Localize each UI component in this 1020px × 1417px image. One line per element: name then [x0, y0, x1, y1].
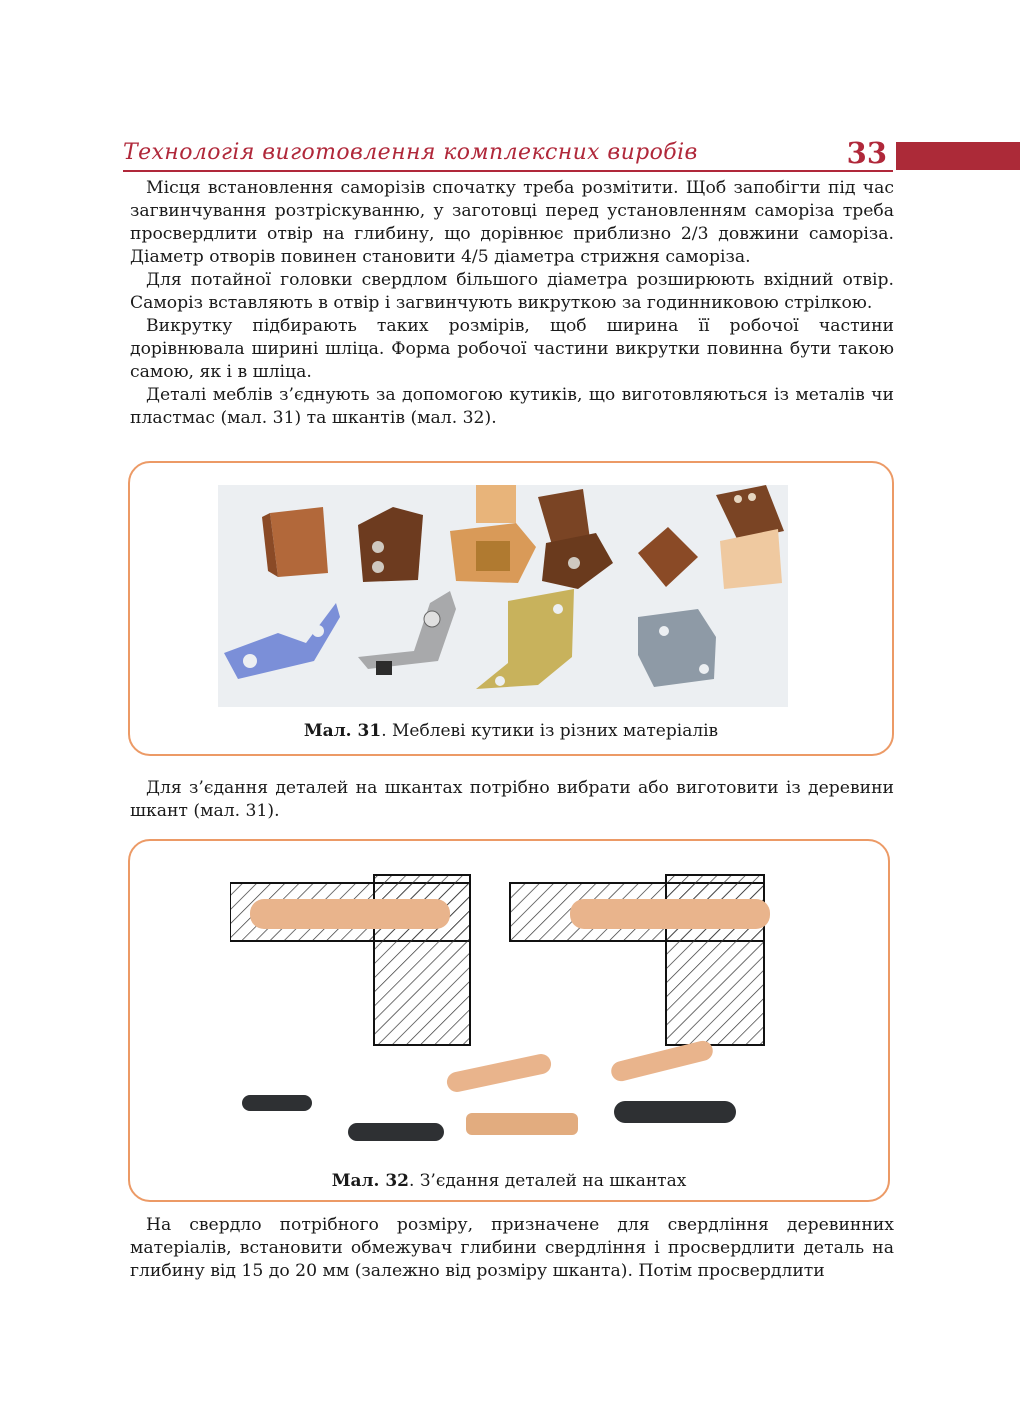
wooden-dowel	[466, 1113, 578, 1135]
figure-31-frame	[128, 461, 894, 756]
figure-31-caption-text: . Меблеві кутики із різних матеріалів	[381, 721, 719, 741]
figure-31-caption	[130, 721, 892, 741]
page-number: 33	[846, 136, 887, 170]
wooden-dowel-in-joint	[250, 899, 450, 929]
plastic-dowel	[242, 1095, 312, 1111]
metal-bracket-zinc	[638, 609, 716, 687]
body-text-middle	[130, 777, 894, 823]
body-text-bottom	[130, 1214, 894, 1283]
figure-32-image	[230, 867, 790, 1163]
paragraph-2: Для потайної головки свердлом більшого діаметра розширюють вхідний отвір. Саморіз вставляють в отвір і загвинчують викруткою за годинниковою стрілкою.	[130, 270, 894, 313]
wooden-dowel	[609, 1039, 715, 1084]
figure-32-label: Мал. 32	[331, 1171, 410, 1191]
figure-32-caption-text: . З’єдання деталей на шкантах	[409, 1171, 687, 1191]
figure-32-frame	[128, 839, 890, 1202]
dowel-joint-left	[230, 875, 470, 1045]
plastic-dowel	[348, 1123, 444, 1141]
paragraph-6: На свердло потрібного розміру, призначене для свердління деревинних матеріалів, встановити обмежувач глибини свердління і просвердлити деталь на глибину від 15 до 20 мм (залежно від розміру шканта). Потім просвердлити	[130, 1215, 894, 1281]
body-text-top	[130, 177, 894, 430]
wooden-dowel	[445, 1052, 553, 1094]
plastic-bracket-1	[262, 507, 328, 577]
header-title: Технологія виготовлення комплексних виробів	[123, 140, 698, 165]
figure-31-label: Мал. 31	[303, 721, 382, 741]
plastic-dowel	[614, 1101, 736, 1123]
figure-31-image	[218, 485, 788, 707]
wooden-dowel-in-joint	[570, 899, 770, 929]
paragraph-4: Деталі меблів з’єднують за допомогою кутиків, що виготовляються із металів чи пластмас (мал. 31) та шкантів (мал. 32).	[130, 385, 894, 428]
paragraph-1: Місця встановлення саморізів спочатку треба розмітити. Щоб запобігти під час загвинчування розтріскуванню, у заготовці перед установленням самоpіза треба просвердлити отвір на глибину, що дорівнює приблизно 2/3 довжини самоpіза. Діаметр отворів повинен становити 4/5 діаметра стрижня самоpіза.	[130, 178, 894, 267]
header-color-band	[896, 142, 1020, 170]
paragraph-5: Для з’єдання деталей на шкантах потрібно вибрати або виготовити із деревини шкант (мал. 31).	[130, 778, 894, 821]
running-header	[123, 138, 893, 172]
figure-32-caption	[130, 1171, 888, 1191]
paragraph-3: Викрутку підбирають таких розмірів, щоб ширина її робочої частини дорівнювала ширині шліца. Форма робочої частини викрутки повинна бути такою самою, як і в шліца.	[130, 316, 894, 382]
dowel-joint-right	[510, 875, 770, 1045]
